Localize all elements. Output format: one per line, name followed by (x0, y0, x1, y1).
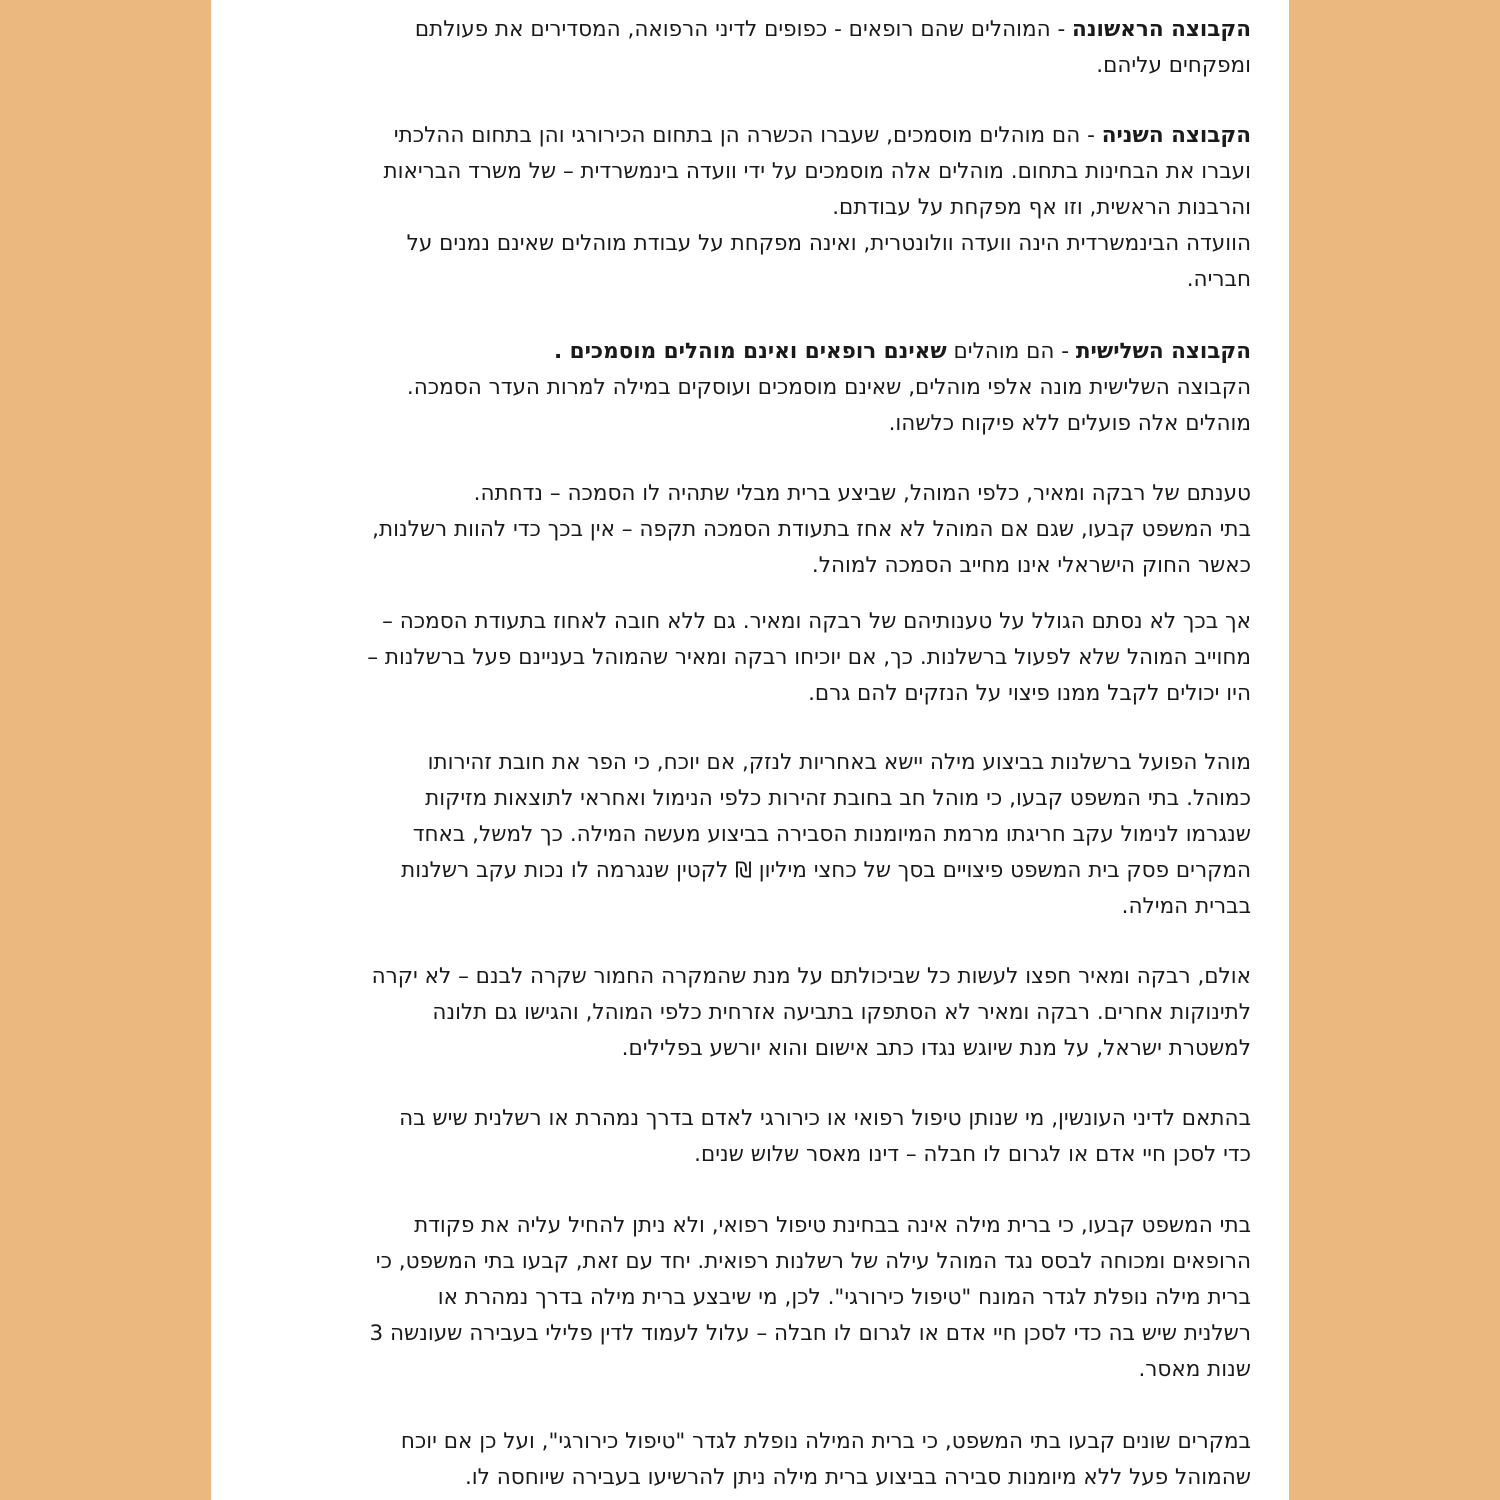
text-line: כמוהל. בתי המשפט קבעו, כי מוהל חב בחובת זהירות כלפי הנימול ואחראי לתוצאות מזיקות (425, 786, 1251, 811)
text-line: ומפקחים עליהם. (1096, 53, 1251, 78)
paragraph-court-ruling (261, 1208, 1251, 1388)
text-line: בתי המשפט קבעו, כי ברית מילה אינה בבחינת טיפול רפואי, ולא ניתן להחיל עליה את פקודת (414, 1213, 1251, 1238)
text-line: כדי לסכן חיי אדם או לגרום לו חבלה – דינו מאסר שלוש שנים. (694, 1142, 1251, 1167)
text-line: מחוייב המוהל שלא לפעול ברשלנות. כך, אם יוכיחו רבקה ומאיר שהמוהל בעניינם פעל ברשלנות – (367, 645, 1251, 670)
paragraph (261, 604, 1251, 712)
text-line: ברית מילה נופלת לגדר המונח "טיפול כירורגי". לכן, מי שיבצע ברית מילה בדרך נמהרת או (437, 1285, 1251, 1310)
text-line (261, 118, 1251, 154)
text-line: אולם, רבקה ומאיר חפצו לעשות כל שביכולתם על מנת שהמקרה החמור שקרה לבנם – לא יקרה (371, 964, 1251, 989)
group-description: - הם מוהלים מוסמכים, שעברו הכשרה הן בתחום הכירורגי והן בתחום ההלכתי (393, 123, 1102, 148)
group-description: - הם מוהלים (946, 339, 1076, 364)
paragraph (261, 959, 1251, 1067)
group-heading: הקבוצה השניה (1101, 123, 1251, 148)
paragraph (261, 334, 1251, 442)
group-heading: הקבוצה השלישית (1075, 339, 1251, 364)
text-line: הוועדה הבינמשרדית הינה וועדה וולונטרית, ואינה מפקחת על עבודת מוהלים שאינם נמנים על (406, 231, 1251, 256)
paragraph-negligence-intro (261, 604, 1251, 712)
paragraph (261, 1208, 1251, 1388)
text-line: המקרים פסק בית המשפט פיצויים בסך של כחצי מיליון ₪ לקטין שנגרמה לו נכות עקב רשלנות (401, 858, 1251, 883)
text-line: לתינוקות אחרים. רבקה ומאיר לא הסתפקו בתביעה אזרחית כלפי המוהל, והגישו גם תלונה (432, 1000, 1251, 1025)
paragraph (261, 12, 1251, 84)
paragraph-penal-law (261, 1101, 1251, 1173)
text-line: במקרים שונים קבעו בתי המשפט, כי ברית המילה נופלת לגדר "טיפול כירורגי", ועל כן אם יוכח (400, 1429, 1251, 1454)
text-line: בברית המילה. (1121, 894, 1251, 919)
text-line: שנות מאסר. (1138, 1357, 1251, 1382)
paragraph-group-two (261, 118, 1251, 298)
paragraph-conclusion (261, 1424, 1251, 1496)
group-description: - המוהלים שהם רופאים - כפופים לדיני הרפואה, המסדירים את פעולתם (414, 17, 1073, 42)
text-line: היו יכולים לקבל ממנו פיצוי על הנזקים להם גרם. (808, 681, 1251, 706)
text-line: כאשר החוק הישראלי אינו מחייב הסמכה למוהל. (811, 553, 1251, 578)
text-line: מוהלים אלה פועלים ללא פיקוח כלשהו. (888, 411, 1251, 436)
text-line: בתי המשפט קבעו, שגם אם המוהל לא אחז בתעודת הסמכה תקפה – אין בכך כדי להוות רשלנות, (372, 517, 1251, 542)
text-line: שנגרמו לנימול עקב חריגתו מרמת המיומנות הסבירה בביצוע מעשה המילה. כך למשל, באחד (412, 822, 1251, 847)
paragraph-group-three (261, 334, 1251, 442)
paragraph (261, 476, 1251, 584)
text-line: והרבנות הראשית, וזו אף מפקחת על עבודתם. (832, 195, 1251, 220)
text-line (261, 12, 1251, 48)
paragraph-negligence (261, 745, 1251, 925)
group-heading: הקבוצה הראשונה (1072, 17, 1251, 42)
text-line: ועברו את הבחינות בתחום. מוהלים אלה מוסמכים על ידי וועדה בינמשרדית – של משרד הבריאות (383, 159, 1251, 184)
text-line: מוהל הפועל ברשלנות בביצוע מילה יישא באחריות לנזק, אם יוכח, כי הפר את חובת זהירותו (427, 750, 1251, 775)
text-line: בהתאם לדיני העונשין, מי שנותן טיפול רפואי או כירורגי לאדם בדרך נמהרת או רשלנית שיש בה (399, 1106, 1251, 1131)
text-line: הקבוצה השלישית מונה אלפי מוהלים, שאינם מוסמכים ועוסקים במילה למרות העדר הסמכה. (406, 375, 1251, 400)
text-line: הרופאים ומכוחה לבסס נגד המוהל עילה של רשלנות רפואית. יחד עם זאת, קבעו בתי המשפט, כי (375, 1249, 1251, 1274)
paragraph (261, 745, 1251, 925)
paragraph-claim (261, 476, 1251, 584)
text-line: שהמוהל פעל ללא מיומנות סבירה בביצוע ברית מילה ניתן להרשיעו בעבירה שיוחסה לו. (464, 1465, 1251, 1490)
text-line: למשטרת ישראל, על מנת שיוגש נגדו כתב אישום והוא יורשע בפלילים. (621, 1036, 1251, 1061)
text-line: רשלנית שיש בה כדי לסכן חיי אדם או לגרום לו חבלה – עלול לעמוד לדין פלילי בעבירה שעונשה 3 (369, 1321, 1251, 1346)
document-page (211, 0, 1289, 1500)
text-line: טענתם של רבקה ומאיר, כלפי המוהל, שביצע ברית מבלי שתהיה לו הסמכה – נדחתה. (473, 481, 1251, 506)
text-line (261, 334, 1251, 370)
paragraph (261, 1424, 1251, 1496)
paragraph-police-complaint (261, 959, 1251, 1067)
paragraph (261, 118, 1251, 298)
text-line: אך בכך לא נסתם הגולל על טענותיהם של רבקה ומאיר. גם ללא חובה לאחוז בתעודת הסמכה – (382, 609, 1251, 634)
text-line: חבריה. (1186, 267, 1251, 292)
paragraph-group-one (261, 12, 1251, 84)
paragraph (261, 1101, 1251, 1173)
group-emphasis: שאינם רופאים ואינם מוהלים מוסמכים . (553, 339, 947, 364)
